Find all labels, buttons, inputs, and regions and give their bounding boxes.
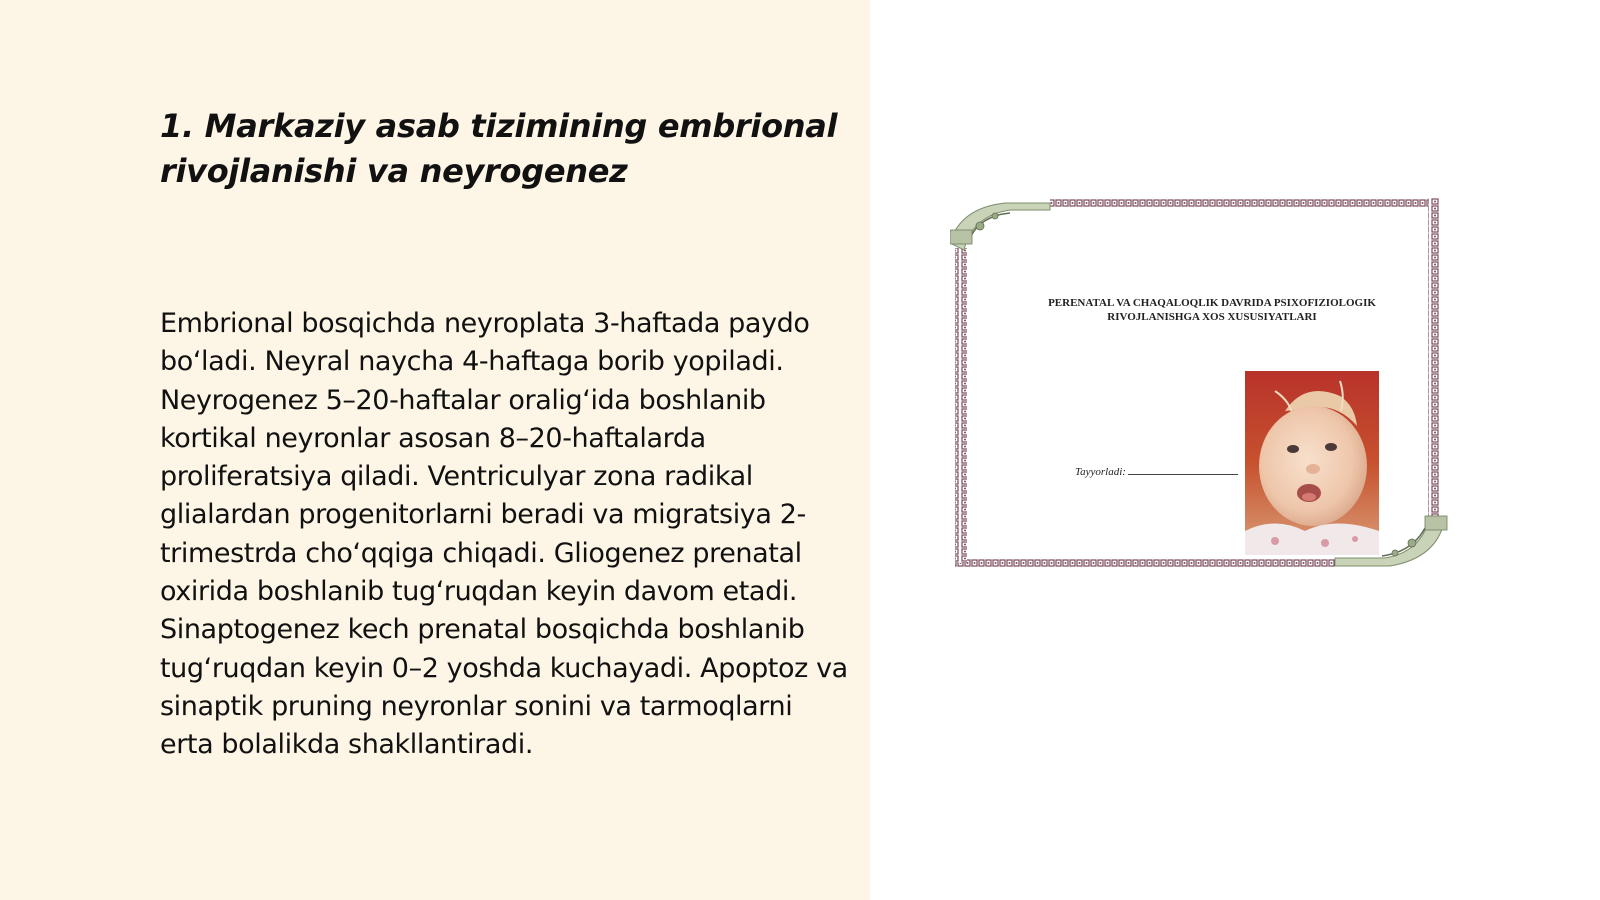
slide-body-text: Embrional bosqichda neyroplata 3-haftada paydo bo‘ladi. Neyral naycha 4-haftaga borib yopiladi. Neyrogenez 5–20-haftalar oralig‘ida boshlanib kortikal neyronlar asosan 8–20-haftalarda proliferatsiya qiladi. Ventriculyar zona radikal glialardan progenitorlarni beradi va migratsiya 2-trimestrda cho‘qqiga chiqadi. Gliogenez prenatal oxirida boshlanib tug‘ruqdan keyin davom etadi. Sinaptogenez kech prenatal bosqichda boshlanib tug‘ruqdan keyin 0–2 yoshda kuchayadi. Apoptoz va sinaptik pruning neyronlar sonini va tarmoqlarni erta bolalikda shakllantiradi.	[160, 308, 848, 761]
baby-photo-icon	[1245, 371, 1379, 555]
prepared-by-line	[1075, 466, 1238, 478]
prepared-by-label: Tayyorladi:	[1075, 466, 1126, 478]
document-title: PERENATAL VA CHAQALOQLIK DAVRIDA PSIXOFIZIOLOGIK RIVOJLANISHGA XOS XUSUSIYATLARI	[1048, 297, 1376, 323]
blank-line	[1128, 474, 1238, 475]
slide-title: 1. Markaziy asab tizimining embrional rivojlanishi va neyrogenez	[160, 107, 838, 190]
document-preview	[950, 198, 1450, 578]
